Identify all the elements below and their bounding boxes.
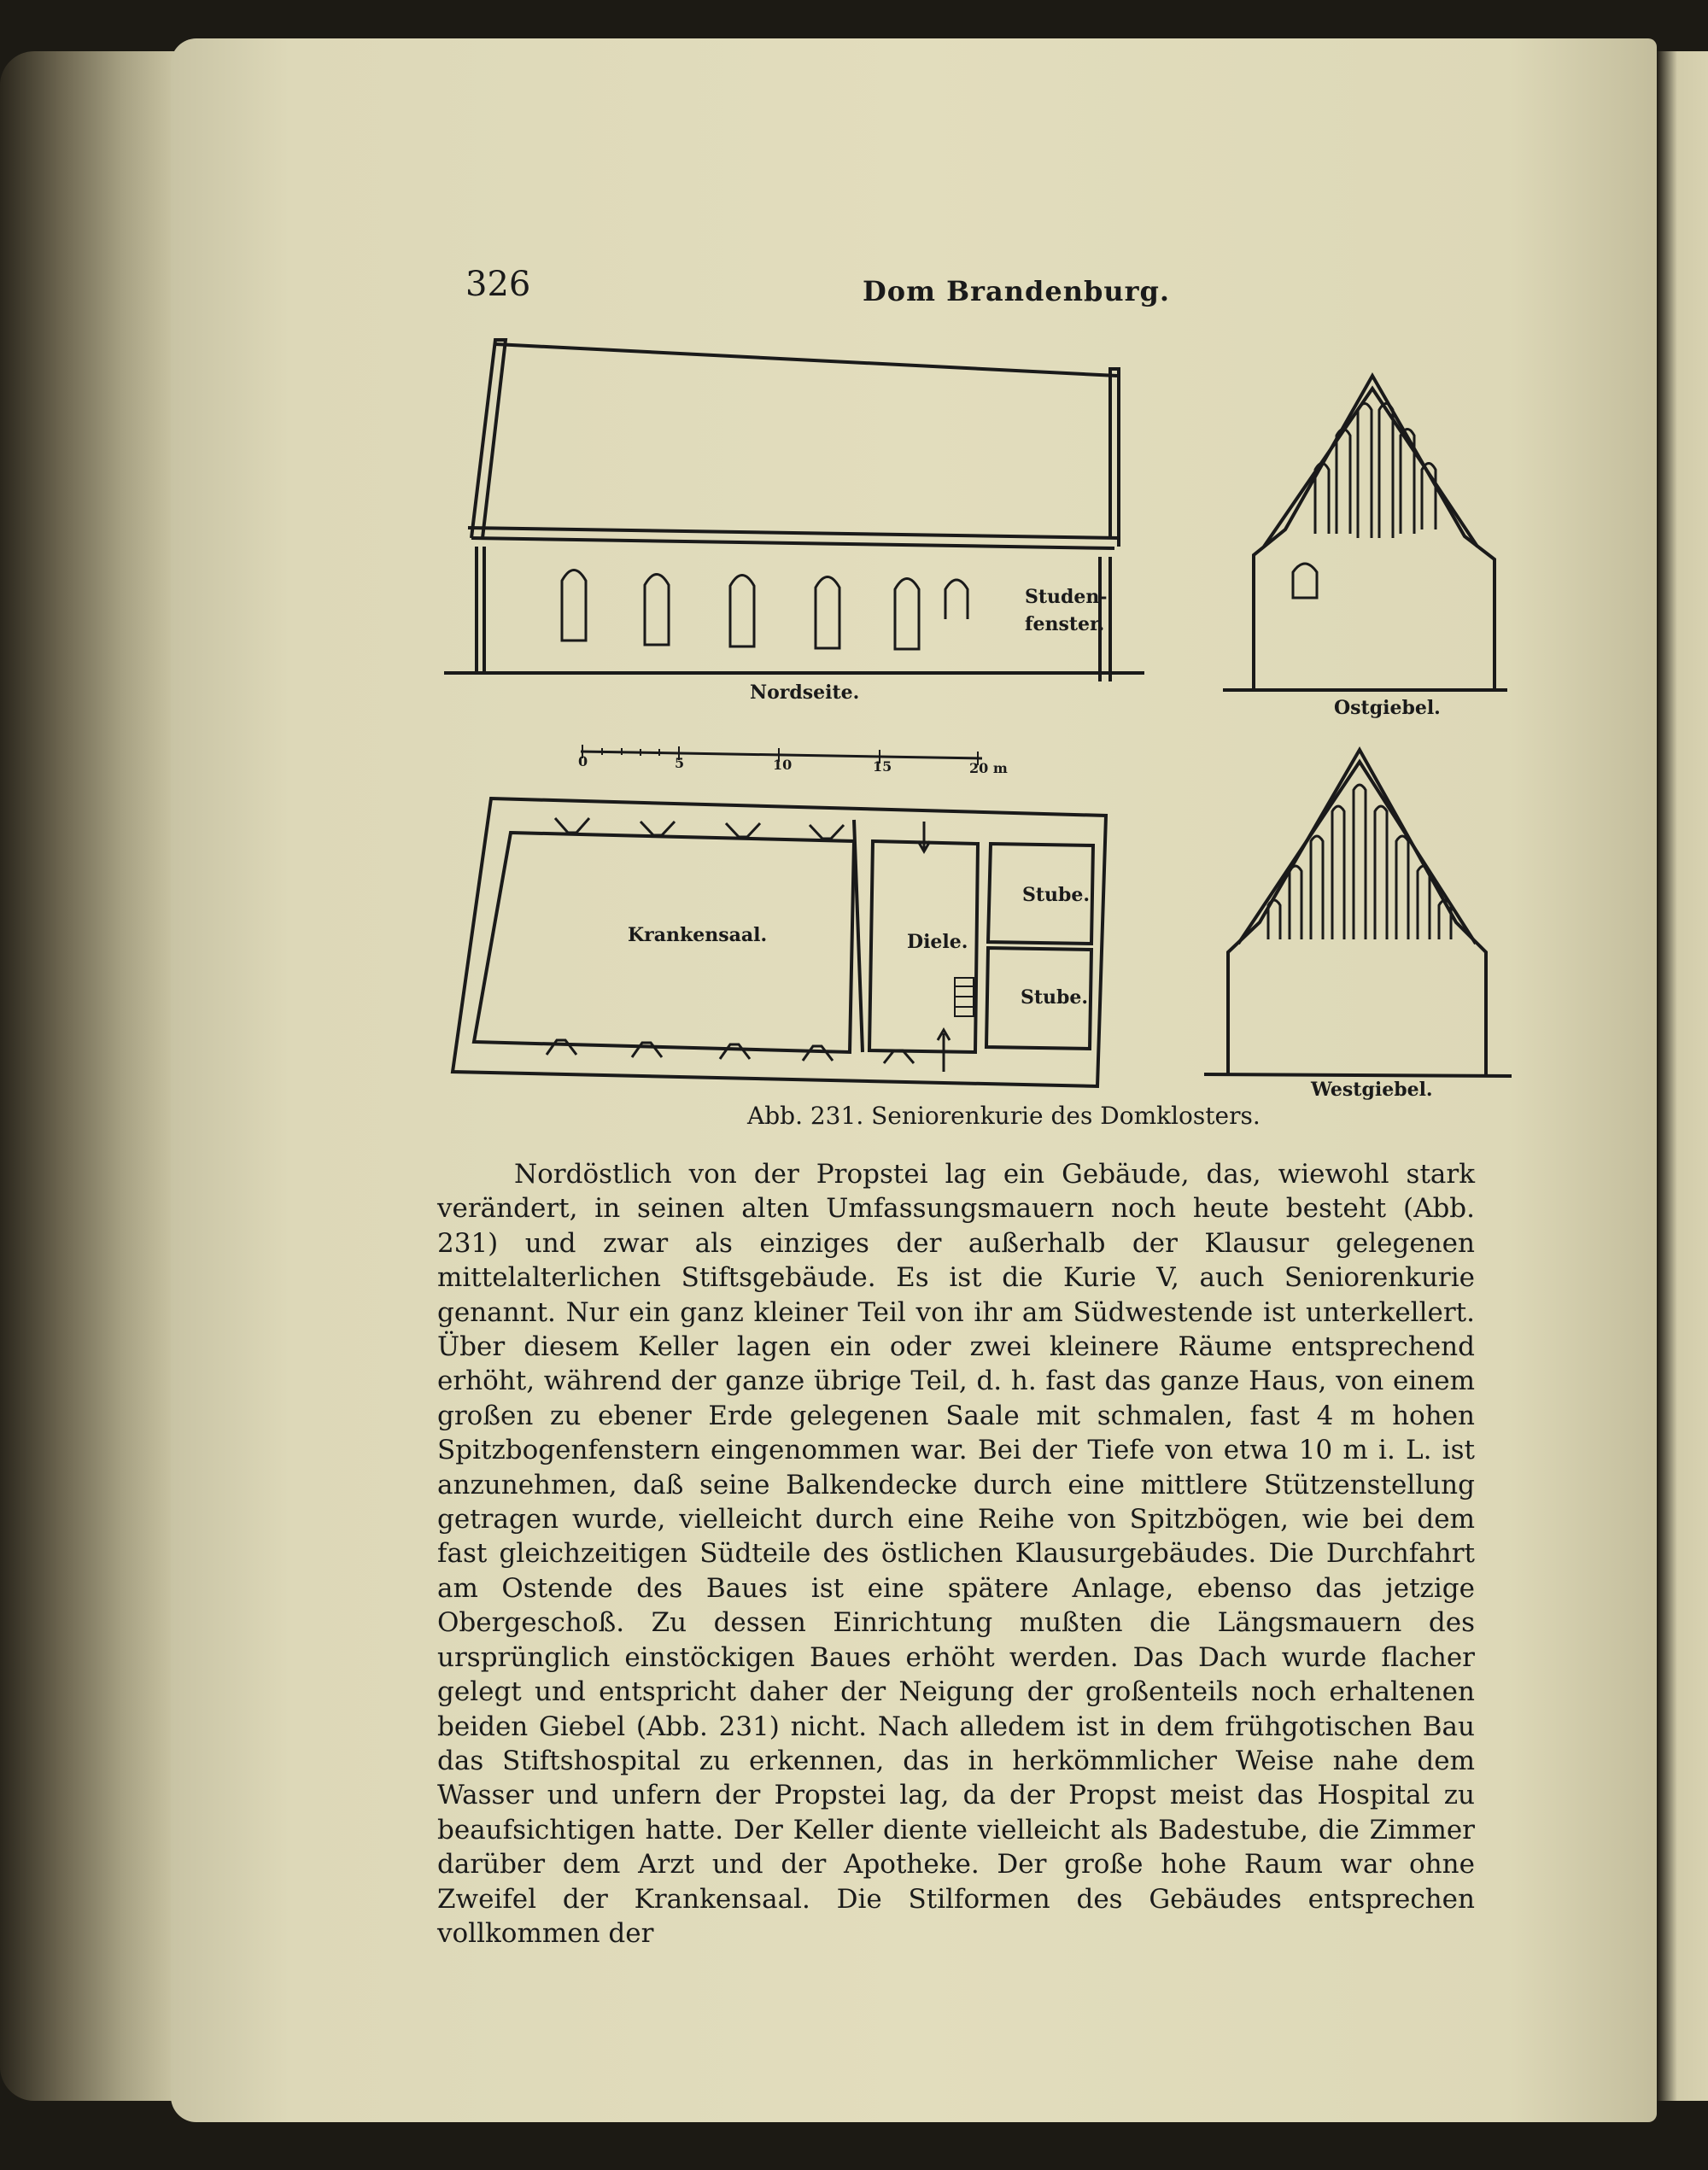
- label-westgiebel: Westgiebel.: [1311, 1079, 1433, 1101]
- floor-plan: [453, 798, 1106, 1086]
- scale-tick-5: 5: [675, 755, 685, 771]
- scale-tick-15: 15: [873, 758, 892, 775]
- label-studenfenster-1: Studen-: [1025, 586, 1108, 608]
- running-head: Dom Brandenburg.: [863, 275, 1171, 307]
- label-stube-1: Stube.: [1022, 884, 1091, 906]
- westgiebel-elevation: [1204, 750, 1512, 1076]
- label-ostgiebel: Ostgiebel.: [1334, 697, 1441, 719]
- body-text: [437, 1157, 1475, 1951]
- scale-tick-10: 10: [773, 757, 793, 773]
- page-number: 326: [465, 265, 531, 304]
- label-nordseite: Nordseite.: [750, 681, 860, 704]
- figure-caption: Abb. 231. Seniorenkurie des Domklosters.: [747, 1102, 1261, 1130]
- label-stube-2: Stube.: [1021, 986, 1089, 1009]
- scale-tick-0: 0: [578, 753, 588, 769]
- scale-tick-20: 20 m: [969, 760, 1008, 776]
- body-paragraph: Nordöstlich von der Propstei lag ein Gebäude, das, wiewohl stark verändert, in seinen alten Umfassungsmauern noch heute besteht (Abb. 231) und zwar als einziges der außerhalb der Klausur gelegenen mittelalterlichen Stiftsgebäude. Es ist die Kurie V, auch Seniorenkurie genannt. Nur ein ganz kleiner Teil von ihr am Südwestende ist unterkellert. Über diesem Keller lagen ein oder zwei kleinere Räume entsprechend erhöht, während der ganze übrige Teil, d. h. fast das ganze Haus, von einem großen zu ebener Erde gelegenen Saale mit schmalen, fast 4 m hohen Spitzbogenfenstern eingenommen war. Bei der Tiefe von etwa 10 m i. L. ist anzunehmen, daß seine Balkendecke durch eine mittlere Stützenstellung getragen wurde, vielleicht durch eine Reihe von Spitzbögen, wie bei dem fast gleichzeitigen Südteile des östlichen Klausurgebäudes. Die Durchfahrt am Ostende des Baues ist eine spätere Anlage, ebenso das jetzige Obergeschoß. Zu dessen Einrichtung mußten die Längsmauern des ursprünglich einstöckigen Baues erhöht werden. Das Dach wurde flacher gelegt und entspricht daher der Neigung der großenteils noch erhaltenen beiden Giebel (Abb. 231) nicht. Nach alledem ist in dem frühgotischen Bau das Stiftshospital zu erkennen, das in herkömmlicher Weise nahe dem Wasser und unfern der Propstei lag, da der Propst meist das Hospital zu beaufsichtigen hatte. Der Keller diente vielleicht als Badestube, die Zimmer darüber dem Arzt und der Apotheke. Der große hohe Raum war ohne Zweifel der Krankensaal. Die Stilformen des Gebäudes entsprechen vollkommen der: [437, 1159, 1475, 1949]
- label-studenfenster-2: fenster.: [1025, 613, 1105, 635]
- label-krankensaal: Krankensaal.: [628, 924, 768, 946]
- label-diele: Diele.: [907, 931, 968, 953]
- ostgiebel-elevation: [1223, 376, 1507, 690]
